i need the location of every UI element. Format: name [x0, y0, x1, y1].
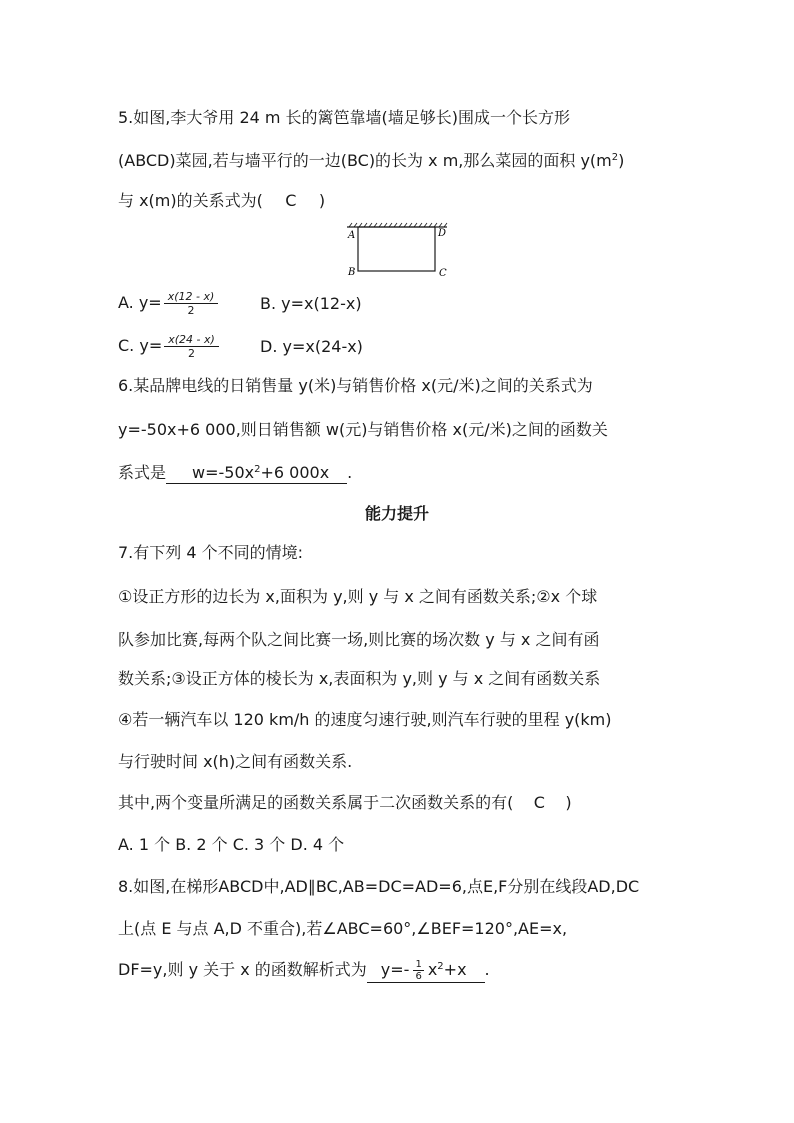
q6-period: .	[347, 463, 353, 482]
q6-answer-end: +6 000x	[260, 463, 330, 482]
q7-line-3: 队参加比赛,每两个队之间比赛一场,则比赛的场次数 y 与 x 之间有函	[118, 630, 600, 649]
q5-option-a-fraction	[164, 290, 219, 317]
q5-answer: C	[285, 191, 297, 210]
q5-option-c-fraction	[164, 333, 219, 360]
q5-option-a-denominator: 2	[187, 304, 195, 317]
q5-line-1: 5.如图,李大爷用 24 m 长的篱笆靠墙(墙足够长)围成一个长方形	[118, 108, 571, 127]
q5-option-a	[118, 290, 220, 317]
q5-option-c	[118, 333, 221, 360]
q5-option-d: D. y=x(24-x)	[260, 337, 363, 356]
q7-paren-close: )	[565, 793, 572, 812]
q5-option-b: B. y=x(12-x)	[260, 294, 362, 313]
q6-line-2: y=-50x+6 000,则日销售额 w(元)与销售价格 x(元/米)之间的函数关	[118, 420, 608, 439]
q7-line-1: 7.有下列 4 个不同的情境:	[118, 543, 304, 562]
q5-option-c-numerator: x(24 - x)	[164, 333, 219, 347]
q5-superscript: 2	[611, 152, 619, 163]
q8-answer-numerator: 1	[415, 959, 422, 970]
q6-stem-end: 系式是	[118, 463, 167, 482]
q8-line-1: 8.如图,在梯形ABCD中,AD∥BC,AB=DC=AD=6,点E,F分别在线段AD,DC	[118, 877, 640, 896]
q8-answer-end: +x	[443, 960, 467, 979]
q7-line-7	[118, 791, 572, 815]
label-C: C	[439, 268, 447, 278]
q8-answer-variable: x	[427, 960, 438, 979]
q7-line-5: ④若一辆汽车以 120 km/h 的速度匀速行驶,则汽车行驶的里程 y(km)	[118, 710, 612, 729]
q8-line-2: 上(点 E 与点 A,D 不重合),若∠ABC=60°,∠BEF=120°,AE=x,	[118, 919, 568, 938]
q7-stem-end: 其中,两个变量所满足的函数关系属于二次函数关系的有(	[118, 793, 514, 812]
label-D: D	[438, 228, 447, 239]
q8-answer-fraction	[411, 959, 425, 982]
q6-line-1: 6.某品牌电线的日销售量 y(米)与销售价格 x(元/米)之间的关系式为	[118, 376, 593, 395]
q6-line-3	[118, 461, 352, 485]
q5-line-2-end: )	[618, 151, 625, 170]
q7-line-2: ①设正方形的边长为 x,面积为 y,则 y 与 x 之间有函数关系;②x 个球	[118, 587, 598, 606]
q7-answer: C	[533, 793, 545, 812]
garden-figure	[345, 222, 455, 278]
q5-option-a-label: A. y=	[118, 293, 162, 312]
q5-option-c-denominator: 2	[188, 347, 195, 360]
q8-answer-denominator: 6	[415, 971, 422, 982]
q8-answer-lead: y=-	[380, 960, 410, 979]
q6-answer-main: w=-50x	[192, 463, 255, 482]
q8-answer-superscript: 2	[437, 961, 444, 972]
q5-line-3	[118, 189, 325, 213]
q5-paren-close: )	[318, 191, 326, 210]
q8-stem-end: DF=y,则 y 关于 x 的函数解析式为	[118, 960, 367, 979]
q6-answer	[166, 463, 347, 484]
q8-line-3	[118, 958, 490, 983]
q5-line-2	[118, 149, 624, 173]
q5-stem-end: 与 x(m)的关系式为(	[118, 191, 263, 210]
wall-hatch	[347, 223, 447, 227]
q7-line-6: 与行驶时间 x(h)之间有函数关系.	[118, 752, 353, 771]
q6-answer-superscript: 2	[254, 464, 261, 475]
q5-line-2-text: (ABCD)菜园,若与墙平行的一边(BC)的长为 x m,那么菜园的面积 y(m	[118, 151, 612, 170]
label-B: B	[348, 267, 356, 278]
q5-option-c-label: C. y=	[118, 336, 163, 355]
garden-rectangle	[358, 227, 435, 271]
q8-answer	[367, 959, 485, 983]
section-title: 能力提升	[364, 504, 429, 523]
q8-period: .	[484, 960, 490, 979]
q7-options: A. 1 个 B. 2 个 C. 3 个 D. 4 个	[118, 835, 345, 854]
q5-option-a-numerator: x(12 - x)	[164, 290, 219, 304]
q7-line-4: 数关系;③设正方体的棱长为 x,表面积为 y,则 y 与 x 之间有函数关系	[118, 669, 601, 688]
label-A: A	[348, 230, 356, 241]
